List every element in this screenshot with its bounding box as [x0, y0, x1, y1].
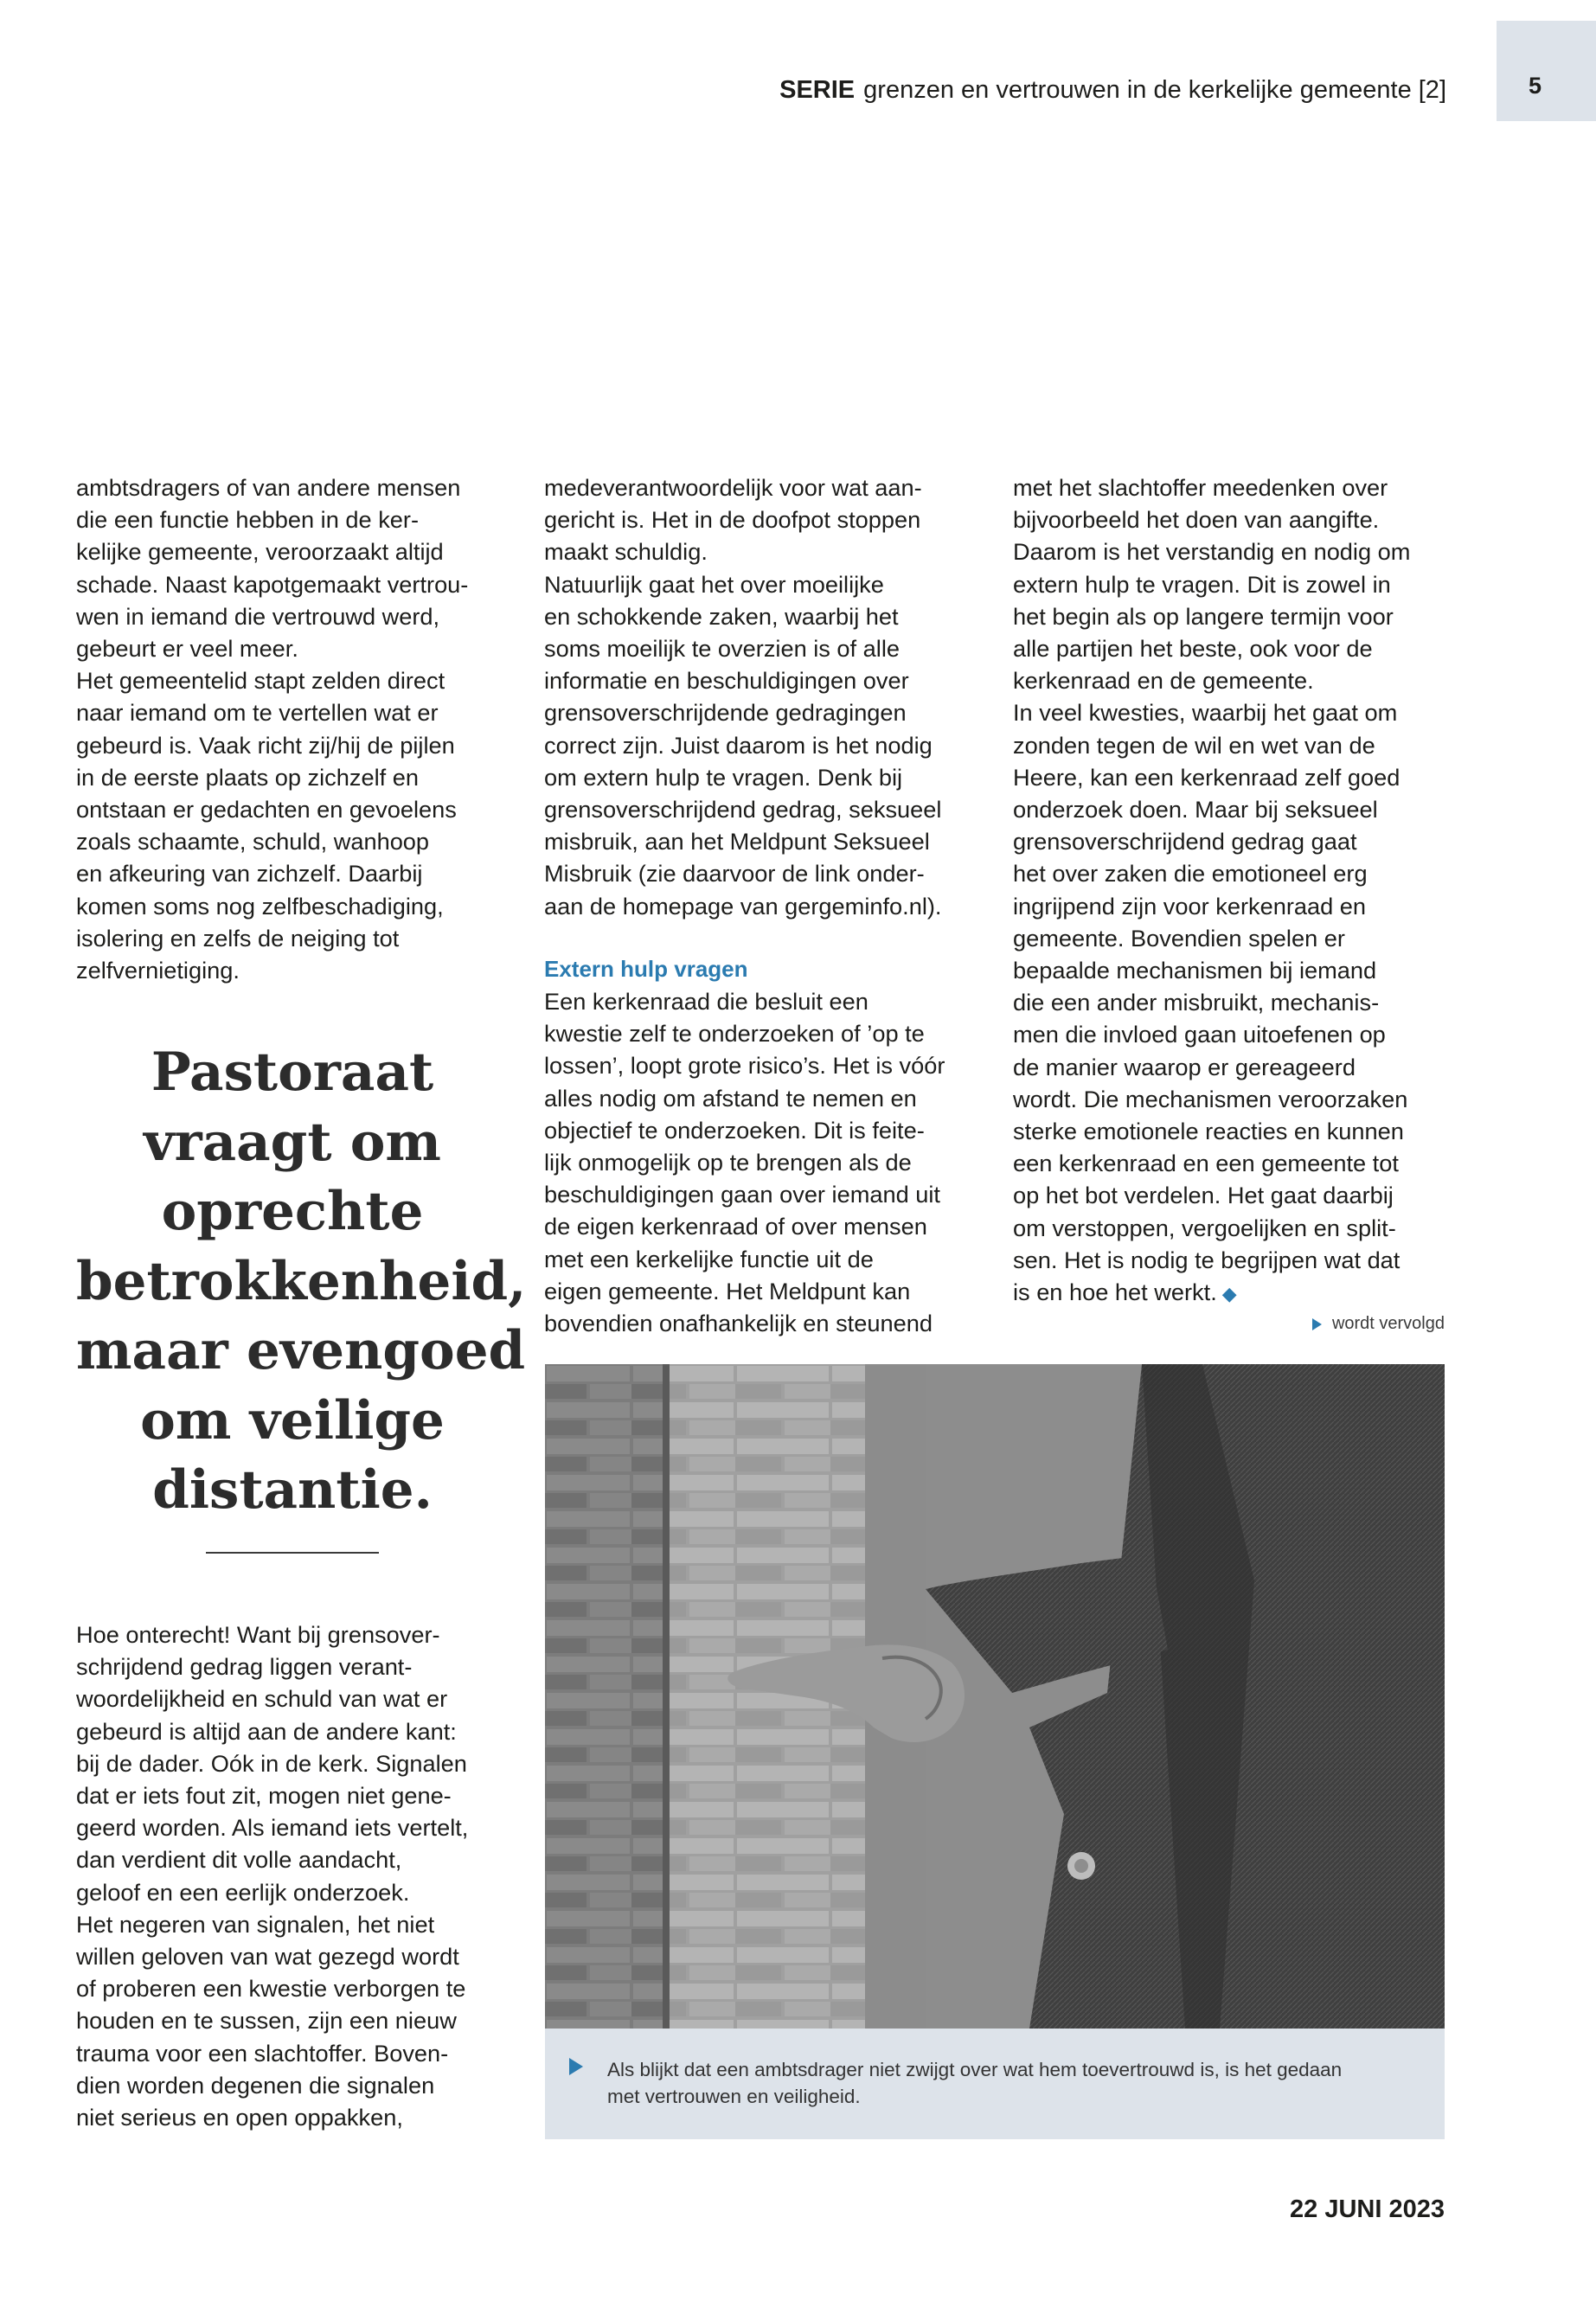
text-line: willen geloven van wat gezegd wordt: [76, 1943, 459, 1971]
text-line: een kerkenraad en een gemeente tot: [1013, 1150, 1399, 1177]
pull-quote-line: betrokkenheid,: [76, 1250, 527, 1312]
text-line: trauma voor een slachtoffer. Boven-: [76, 2039, 449, 2067]
text-line: bovendien onafhankelijk en steunend: [544, 1310, 933, 1337]
pull-quote-line: oprechte: [161, 1181, 424, 1242]
text-line: kelijke gemeente, veroorzaakt altijd: [76, 538, 444, 566]
text-line: soms moeilijk te overzien is of alle: [544, 635, 900, 663]
text-line: onderzoek doen. Maar bij seksueel: [1013, 796, 1378, 824]
text-line: bij de dader. Oók in de kerk. Signalen: [76, 1749, 467, 1777]
text-line: grensoverschrijdend gedrag gaat: [1013, 828, 1357, 856]
text-line: wen in iemand die vertrouwd werd,: [76, 602, 440, 630]
text-line: gebeurt er veel meer.: [76, 635, 298, 663]
text-line: het over zaken die emotioneel erg: [1013, 860, 1368, 888]
text-line: die een ander misbruikt, mechanis-: [1013, 989, 1380, 1016]
article-photo: [545, 1364, 1445, 2029]
text-line: extern hulp te vragen. Dit is zowel in: [1013, 570, 1391, 598]
text-line: de eigen kerkenraad of over mensen: [544, 1213, 927, 1240]
text-line: Misbruik (zie daarvoor de link onder-: [544, 860, 925, 888]
text-line: ingrijpend zijn voor kerkenraad en: [1013, 892, 1367, 920]
text-line: gebeurd is. Vaak richt zij/hij de pijlen: [76, 731, 455, 759]
text-line: gemeente. Bovendien spelen er: [1013, 924, 1345, 952]
series-label: SERIE: [779, 76, 856, 104]
text-line: medeverantwoordelijk voor wat aan-: [544, 474, 922, 501]
text-line: objectief te onderzoeken. Dit is feite-: [544, 1116, 925, 1144]
text-line: alle partijen het beste, ook voor de: [1013, 635, 1373, 663]
text-line: lijk onmogelijk op te brengen als de: [544, 1149, 912, 1176]
text-line: Het negeren van signalen, het niet: [76, 1910, 435, 1938]
caption-line: met vertrouwen en veiligheid.: [607, 2086, 861, 2107]
text-line: aan de homepage van gergeminfo.nl).: [544, 892, 942, 920]
text-line: met een kerkelijke functie uit de: [544, 1245, 874, 1272]
page-tab: [1497, 21, 1596, 121]
text-line: Hoe onterecht! Want bij grensover-: [76, 1621, 440, 1648]
text-line: of proberen een kwestie verborgen te: [76, 1975, 466, 2003]
text-line: informatie en beschuldigingen over: [544, 667, 909, 695]
text-line: zoals schaamte, schuld, wanhoop: [76, 828, 430, 856]
text-line: isolering en zelfs de neiging tot: [76, 924, 400, 952]
caption-line: Als blijkt dat een ambtsdrager niet zwijgt over wat hem toevertrouwd is, is het gedaan: [607, 2059, 1343, 2080]
series-title: grenzen en vertrouwen in de kerkelijke gemeente [2]: [863, 76, 1446, 104]
text-line: eigen gemeente. Het Meldpunt kan: [544, 1277, 911, 1304]
text-line: dat er iets fout zit, mogen niet gene-: [76, 1782, 452, 1810]
text-line: Daarom is het verstandig en nodig om: [1013, 538, 1411, 566]
text-line: komen soms nog zelfbeschadiging,: [76, 892, 444, 920]
text-line: houden en te sussen, zijn een nieuw: [76, 2007, 457, 2035]
continued-note: wordt vervolgd: [1312, 1314, 1445, 1334]
article-column-3: [1013, 471, 1410, 1310]
text-line: in de eerste plaats op zichzelf en: [76, 763, 419, 791]
column-3-last-line: is en hoe het werkt. ◆: [1013, 1279, 1237, 1306]
pull-quote-line: vraagt om: [144, 1111, 441, 1173]
text-line: In veel kwesties, waarbij het gaat om: [1013, 699, 1398, 727]
pull-quote-line: Pastoraat: [151, 1042, 434, 1103]
text-line: bepaalde mechanismen bij iemand: [1013, 957, 1377, 984]
text-line: Een kerkenraad die besluit een: [544, 988, 869, 1016]
text-line: op het bot verdelen. Het gaat daarbij: [1013, 1182, 1394, 1209]
text-line: dien worden degenen die signalen: [76, 2071, 435, 2099]
text-line: men die invloed gaan uitoefenen op: [1013, 1021, 1386, 1048]
end-mark-icon: ◆: [1221, 1283, 1237, 1305]
text-line: ambtsdragers of van andere mensen: [76, 474, 461, 501]
text-line: die een functie hebben in de ker-: [76, 506, 420, 534]
text-line: en schokkende zaken, waarbij het: [544, 602, 899, 630]
text-line: beschuldigingen gaan over iemand uit: [544, 1181, 940, 1208]
text-line: zelfvernietiging.: [76, 957, 240, 984]
text-line: correct zijn. Juist daarom is het nodig: [544, 731, 933, 759]
text-line: zonden tegen de wil en wet van de: [1013, 731, 1375, 759]
text-line: geloof en een eerlijk onderzoek.: [76, 1878, 410, 1906]
text-line: de manier waarop er gereageerd: [1013, 1053, 1356, 1080]
text-line: om extern hulp te vragen. Denk bij: [544, 763, 903, 791]
text-line: grensoverschrijdende gedragingen: [544, 699, 907, 727]
text-line: het begin als op langere termijn voor: [1013, 602, 1394, 630]
pull-quote: [76, 1038, 527, 1526]
text-line: lossen’, loopt grote risico’s. Het is vóór: [544, 1052, 945, 1080]
text-line: sterke emotionele reacties en kunnen: [1013, 1118, 1404, 1145]
text-line: wordt. Die mechanismen veroorzaken: [1013, 1085, 1408, 1112]
text-line: ontstaan er gedachten en gevoelens: [76, 796, 457, 824]
text-line: Heere, kan een kerkenraad zelf goed: [1013, 763, 1401, 791]
text-line: kerkenraad en de gemeente.: [1013, 667, 1314, 695]
photo-caption: [545, 2029, 1445, 2139]
article-column-1: [76, 471, 468, 986]
text-line: om verstoppen, vergoelijken en split-: [1013, 1214, 1396, 1241]
text-line: dan verdient dit volle aandacht,: [76, 1846, 402, 1874]
text-line: Het gemeentelid stapt zelden direct: [76, 667, 445, 695]
text-line: maakt schuldig.: [544, 538, 708, 566]
text-line: kwestie zelf te onderzoeken of ’op te: [544, 1020, 925, 1048]
text-line: misbruik, aan het Meldpunt Seksueel: [544, 828, 930, 856]
pull-quote-rule: [206, 1552, 379, 1554]
text-line: naar iemand om te vertellen wat er: [76, 699, 439, 727]
text-line: gericht is. Het in de doofpot stoppen: [544, 506, 921, 534]
text-line: niet serieus en open oppakken,: [76, 2104, 403, 2131]
article-column-2: [544, 471, 945, 1339]
article-column-1-continued: [76, 1618, 468, 2133]
text-line: schrijdend gedrag liggen verant-: [76, 1653, 413, 1681]
text-line: woordelijkheid en schuld van wat er: [76, 1685, 448, 1713]
running-header: [779, 76, 1446, 105]
subheading: Extern hulp vragen: [544, 955, 748, 982]
text-line: schade. Naast kapotgemaakt vertrou-: [76, 570, 469, 598]
pull-quote-line: maar evengoed: [76, 1320, 526, 1381]
text-line: bijvoorbeeld het doen van aangifte.: [1013, 506, 1380, 534]
pull-quote-line: om veilige: [140, 1389, 445, 1452]
pull-quote-line: distantie.: [152, 1459, 433, 1521]
text-line: grensoverschrijdend gedrag, seksueel: [544, 796, 942, 824]
issue-date: 22 JUNI 2023: [1290, 2195, 1445, 2223]
page-number: 5: [1529, 73, 1542, 99]
text-line: met het slachtoffer meedenken over: [1013, 474, 1388, 501]
text-line: geerd worden. Als iemand iets vertelt,: [76, 1814, 469, 1842]
text-line: Natuurlijk gaat het over moeilijke: [544, 570, 884, 598]
text-line: en afkeuring van zichzelf. Daarbij: [76, 860, 423, 888]
triangle-icon: [1312, 1318, 1322, 1330]
text-line: sen. Het is nodig te begrijpen wat dat: [1013, 1246, 1401, 1273]
caption-text: [607, 2056, 1403, 2110]
caption-triangle-icon: [569, 2058, 583, 2075]
text-line: alles nodig om afstand te nemen en: [544, 1084, 917, 1112]
text-line: gebeurd is altijd aan de andere kant:: [76, 1717, 457, 1745]
